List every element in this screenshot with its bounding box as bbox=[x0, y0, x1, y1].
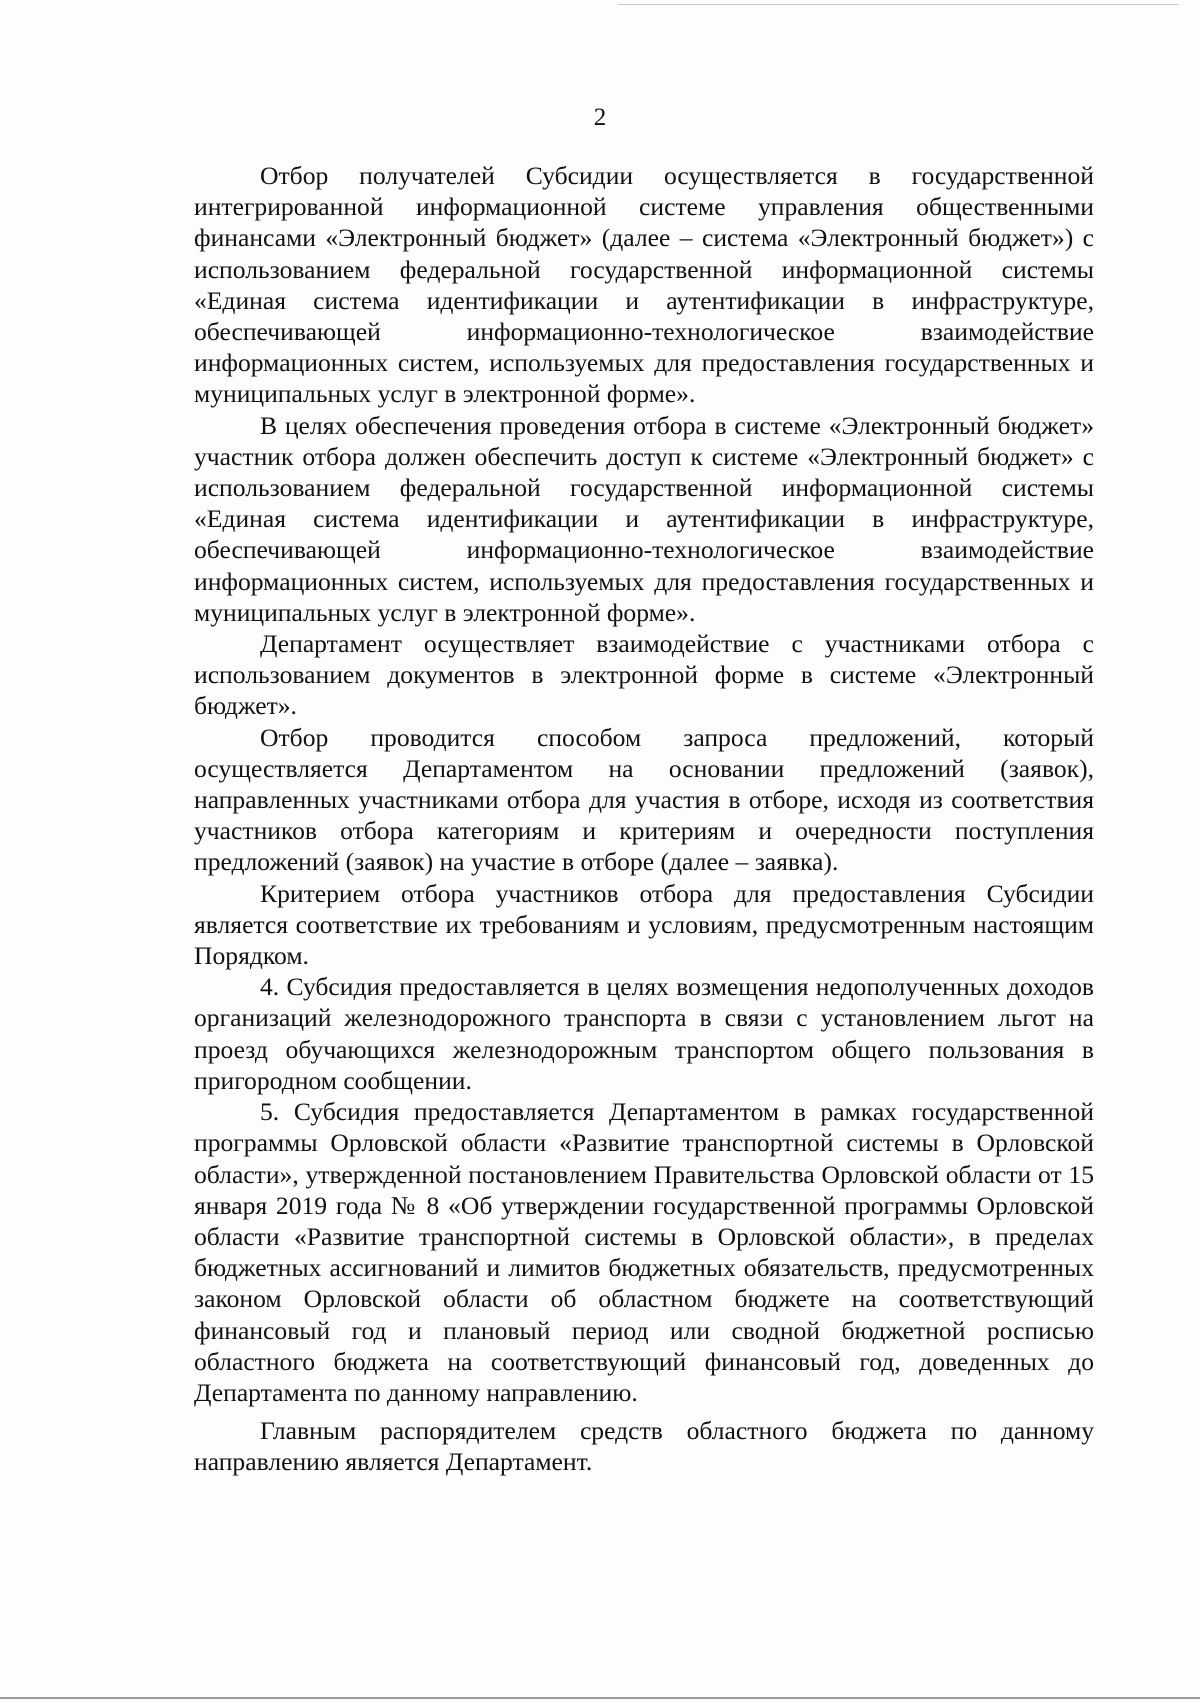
scan-edge-line-top bbox=[618, 4, 1178, 5]
paragraph-selection-criterion: Критерием отбора участников отбора для предоставления Субсидии является соответствие их требованиям и условиям, предусмотренным настоящим Порядком. bbox=[194, 878, 1094, 971]
paragraph-selection-method: Отбор проводится способом запроса предложений, который осуществляется Департаментом на основании предложений (заявок), направленных участниками отбора для участия в отборе, исходя из соответствия участников отбора категориям и критериям и очередности поступления предложений (заявок) на участие в отборе (далее – заявка). bbox=[194, 722, 1094, 877]
paragraph-department-interaction: Департамент осуществляет взаимодействие с участниками отбора с использованием документов в электронной форме в системе «Электронный бюджет». bbox=[194, 629, 1094, 721]
paragraph-item-4: 4. Субсидия предоставляется в целях возмещения недополученных доходов организаций железнодорожного транспорта в связи с установлением льгот на проезд обучающихся железнодорожным транспортом общего пользования в пригородном сообщении. bbox=[194, 972, 1094, 1095]
paragraph-selection-system: Отбор получателей Субсидии осуществляется в государственной интегрированной информационной системе управления общественными финансами «Электронный бюджет» (далее – система «Электронный бюджет») с использованием федеральной государственной информационной системы «Единая система идентификации и аутентификации в инфраструктуре, обеспечивающей информационно-технологическое взаимодействие информационных систем, используемых для предоставления государственных и муниципальных услуг в электронной форме». bbox=[194, 161, 1094, 409]
paragraph-item-5: 5. Субсидия предоставляется Департаментом в рамках государственной программы Орловской области «Развитие транспортной системы в Орловской области», утвержденной постановлением Правительства Орловской области от 15 января 2019 года № 8 «Об утверждении государственной программы Орловской области «Развитие транспортной системы в Орловской области», в пределах бюджетных ассигнований и лимитов бюджетных обязательств, предусмотренных законом Орловской области об областном бюджете на соответствующий финансовый год и плановый период или сводной бюджетной росписью областного бюджета на соответствующий финансовый год, доведенных до Департамента по данному направлению. bbox=[194, 1097, 1094, 1407]
paragraph-chief-administrator: Главным распорядителем средств областного бюджета по данному направлению является Департамент. bbox=[194, 1416, 1094, 1477]
paragraph-access-system: В целях обеспечения проведения отбора в системе «Электронный бюджет» участник отбора должен обеспечить доступ к системе «Электронный бюджет» с использованием федеральной государственной информационной системы «Единая система идентификации и аутентификации в инфраструктуре, обеспечивающей информационно-технологическое взаимодействие информационных систем, используемых для предоставления государственных и муниципальных услуг в электронной форме». bbox=[194, 410, 1094, 627]
scan-edge-line-bottom bbox=[0, 1697, 1200, 1699]
page-number: 2 bbox=[593, 104, 607, 131]
document-body bbox=[194, 160, 1094, 1478]
